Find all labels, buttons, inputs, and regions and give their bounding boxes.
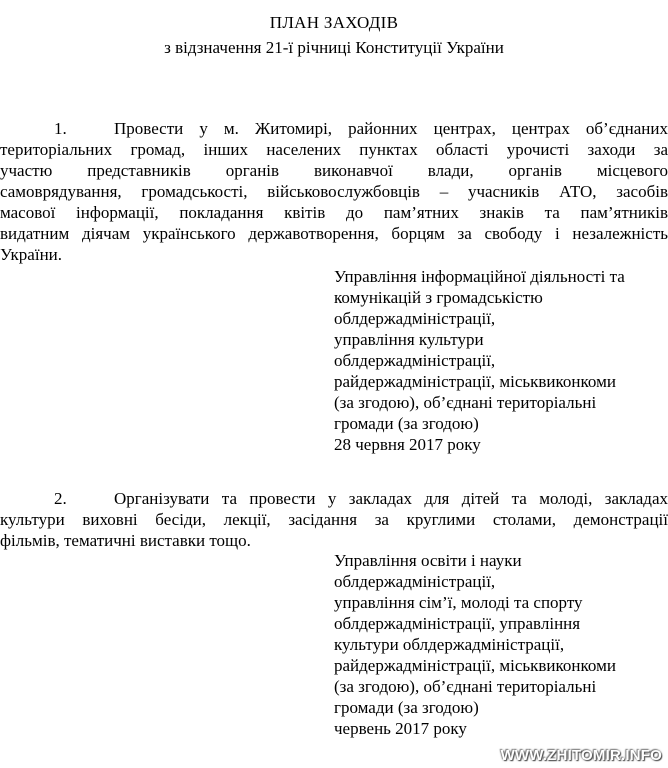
item-1-text [0, 118, 668, 265]
item-1-line-4: самоврядування, громадськості, військовослужбовців – учасників АТО, засобів [0, 182, 668, 201]
item-2-responsible-line: райдержадміністрації, міськвиконкоми [334, 656, 616, 675]
item-1-responsible-line: управління культури [334, 330, 484, 349]
item-2-number: 2. [54, 489, 67, 508]
item-1-deadline: 28 червня 2017 року [334, 435, 481, 454]
item-2-responsible-line: облдержадміністрації, управління [334, 614, 581, 633]
item-1-responsible-line: райдержадміністрації, міськвиконкоми [334, 372, 616, 391]
document-subtitle: з відзначення 21-ї річниці Конституції України [164, 38, 504, 57]
item-1-responsible-line: (за згодою), об’єднані територіальні [334, 393, 597, 412]
item-2-responsible-line: культури облдержадміністрації, [334, 635, 565, 654]
item-1-responsible-line: громади (за згодою) [334, 414, 479, 433]
item-1-responsible-line: облдержадміністрації, [334, 351, 496, 370]
item-1-responsible-line: Управління інформаційної діяльності та [334, 267, 625, 286]
item-1-responsible [334, 266, 664, 455]
item-2-responsible-line: управління сім’ї, молоді та спорту [334, 593, 583, 612]
item-1-line-2: територіальних громад, інших населених пунктах області урочисті заходи за [0, 140, 668, 159]
item-2-responsible-line: громади (за згодою) [334, 698, 479, 717]
site-watermark: WWW.ZHITOMIR.INFO [500, 747, 662, 764]
item-2-responsible-line: облдержадміністрації, [334, 572, 496, 591]
item-2-line-1: 2. Організувати та провести у закладах для дітей та молоді, закладах [54, 489, 668, 508]
item-2-responsible-line: Управління освіти і науки [334, 551, 522, 570]
item-1-number: 1. [54, 119, 67, 138]
item-1-line-1: 1. Провести у м. Житомирі, районних центрах, центрах об’єднаних [54, 119, 668, 138]
item-1-responsible-line: облдержадміністрації, [334, 309, 496, 328]
item-2-text [0, 488, 668, 551]
document-title: ПЛАН ЗАХОДІВ [269, 13, 399, 32]
item-1-line-6: видатним діячам українського державотворення, борцям за свободу і незалежність [0, 224, 668, 243]
item-2-responsible [334, 550, 664, 739]
item-1-line-5: масової інформації, покладання квітів до пам’ятних знаків та пам’ятників [0, 203, 668, 222]
item-2-responsible-line: (за згодою), об’єднані територіальні [334, 677, 597, 696]
item-1-line-3: участю представників органів виконавчої влади, органів місцевого [0, 161, 668, 180]
item-1-line-7: України. [0, 245, 63, 264]
item-2-deadline: червень 2017 року [334, 719, 467, 738]
item-1-responsible-line: комунікацій з громадськістю [334, 288, 543, 307]
item-2-line-3: фільмів, тематичні виставки тощо. [0, 531, 251, 550]
item-2-line-2: культури виховні бесіди, лекції, засідання за круглими столами, демонстрації [0, 510, 668, 529]
